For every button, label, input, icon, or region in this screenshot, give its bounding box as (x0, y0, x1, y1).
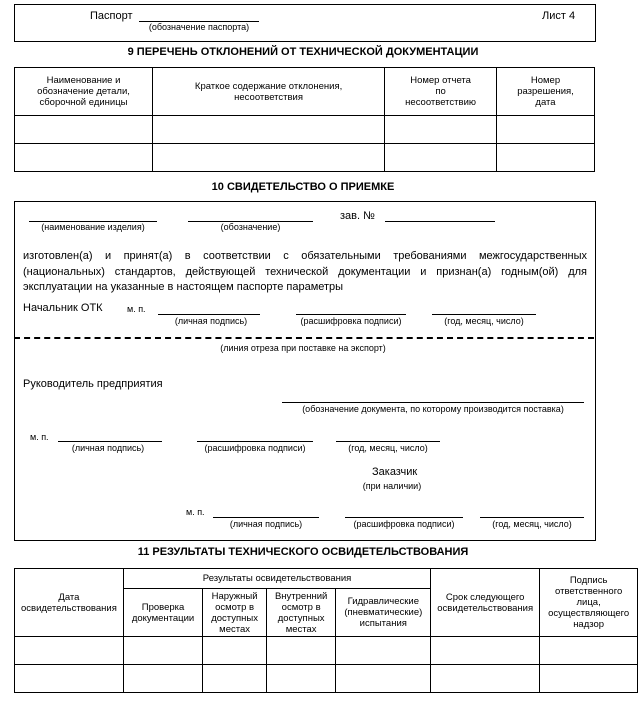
table-cell[interactable] (123, 665, 202, 693)
table-cell[interactable] (15, 665, 124, 693)
head-stamp: м. п. (30, 432, 49, 442)
col-internal-inspection: Внутренний осмотр в доступных местах (266, 589, 335, 637)
table-cell[interactable] (266, 665, 335, 693)
otk-signature-line[interactable] (158, 314, 260, 315)
customer-date-line[interactable] (480, 517, 584, 518)
customer-date-caption: (год, месяц, число) (492, 519, 572, 529)
otk-signature-caption: (личная подпись) (174, 316, 248, 326)
deviations-table (14, 67, 595, 172)
table-cell[interactable] (497, 116, 595, 144)
customer-signature-caption: (личная подпись) (229, 519, 303, 529)
table-cell[interactable] (540, 665, 638, 693)
col-next-inspection: Срок следующего освидетельствования (431, 569, 540, 637)
product-name-caption: (наименование изделия) (41, 222, 145, 232)
cut-line-caption: (линия отреза при поставке на экспорт) (220, 343, 386, 353)
table-cell[interactable] (266, 637, 335, 665)
head-signature-line[interactable] (58, 441, 162, 442)
customer-stamp: м. п. (186, 507, 205, 517)
customer-decode-line[interactable] (345, 517, 463, 518)
table-cell[interactable] (15, 116, 153, 144)
table-cell[interactable] (431, 637, 540, 665)
table-cell[interactable] (497, 144, 595, 172)
acceptance-text: изготовлен(а) и принят(а) в соответствии с обязательными требованиями межгосударственных (национальных) стандартов, действующей технической документации и признан(а) годным(ой) для эксплуатации на указанные в настоящем паспорте параметры (23, 250, 587, 293)
doc-caption: (обозначение документа, по которому производится поставка) (302, 404, 564, 414)
otk-stamp: м. п. (127, 304, 146, 314)
col-deviation: Краткое содержание отклонения, несоответствия (153, 68, 385, 116)
col-supervisor-signature: Подпись ответственного лица, осуществляющего надзор (540, 569, 638, 637)
table-cell[interactable] (540, 637, 638, 665)
col-report-number: Номер отчета по несоответствию (385, 68, 497, 116)
otk-date-caption: (год, месяц, число) (444, 316, 524, 326)
head-date-line[interactable] (336, 441, 440, 442)
head-decode-caption: (расшифровка подписи) (204, 443, 306, 453)
col-inspection-date: Дата освидетельствования (15, 569, 124, 637)
customer-note: (при наличии) (362, 481, 422, 491)
doc-line[interactable] (282, 402, 584, 403)
serial-line[interactable] (385, 221, 495, 222)
table-cell[interactable] (203, 665, 267, 693)
customer-label: Заказчик (372, 466, 418, 478)
table-cell[interactable] (123, 637, 202, 665)
table-cell[interactable] (15, 144, 153, 172)
table-cell[interactable] (153, 144, 385, 172)
col-inspection-results: Результаты освидетельствования (123, 569, 430, 589)
otk-label: Начальник ОТК (23, 302, 103, 314)
cut-line (14, 337, 594, 339)
head-signature-caption: (личная подпись) (71, 443, 145, 453)
col-doc-check: Проверка документации (123, 589, 202, 637)
section11-title: 11 РЕЗУЛЬТАТЫ ТЕХНИЧЕСКОГО ОСВИДЕТЕЛЬСТВОВАНИЯ (137, 546, 469, 558)
table-cell[interactable] (203, 637, 267, 665)
passport-caption: (обозначение паспорта) (148, 22, 250, 32)
designation-caption: (обозначение) (220, 222, 281, 232)
customer-signature-line[interactable] (213, 517, 319, 518)
otk-date-line[interactable] (432, 314, 536, 315)
customer-decode-caption: (расшифровка подписи) (353, 519, 455, 529)
section10-title: 10 СВИДЕТЕЛЬСТВО О ПРИЕМКЕ (211, 181, 395, 193)
inspection-table (14, 568, 638, 693)
passport-label: Паспорт (90, 10, 133, 22)
col-permission: Номер разрешения, дата (497, 68, 595, 116)
head-label: Руководитель предприятия (23, 378, 163, 390)
col-hydraulic-tests: Гидравлические (пневматические) испытания (336, 589, 431, 637)
head-decode-line[interactable] (197, 441, 313, 442)
table-cell[interactable] (153, 116, 385, 144)
otk-decode-caption: (расшифровка подписи) (300, 316, 402, 326)
table-cell[interactable] (385, 116, 497, 144)
table-cell[interactable] (15, 637, 124, 665)
table-cell[interactable] (336, 665, 431, 693)
table-cell[interactable] (431, 665, 540, 693)
sheet-number: Лист 4 (542, 10, 576, 22)
col-part-name: Наименование и обозначение детали, сборочной единицы (15, 68, 153, 116)
table-cell[interactable] (385, 144, 497, 172)
serial-label: зав. № (340, 210, 375, 222)
col-external-inspection: Наружный осмотр в доступных местах (203, 589, 267, 637)
head-date-caption: (год, месяц, число) (348, 443, 428, 453)
section9-title: 9 ПЕРЕЧЕНЬ ОТКЛОНЕНИЙ ОТ ТЕХНИЧЕСКОЙ ДОКУМЕНТАЦИИ (127, 46, 479, 58)
otk-decode-line[interactable] (296, 314, 406, 315)
table-cell[interactable] (336, 637, 431, 665)
